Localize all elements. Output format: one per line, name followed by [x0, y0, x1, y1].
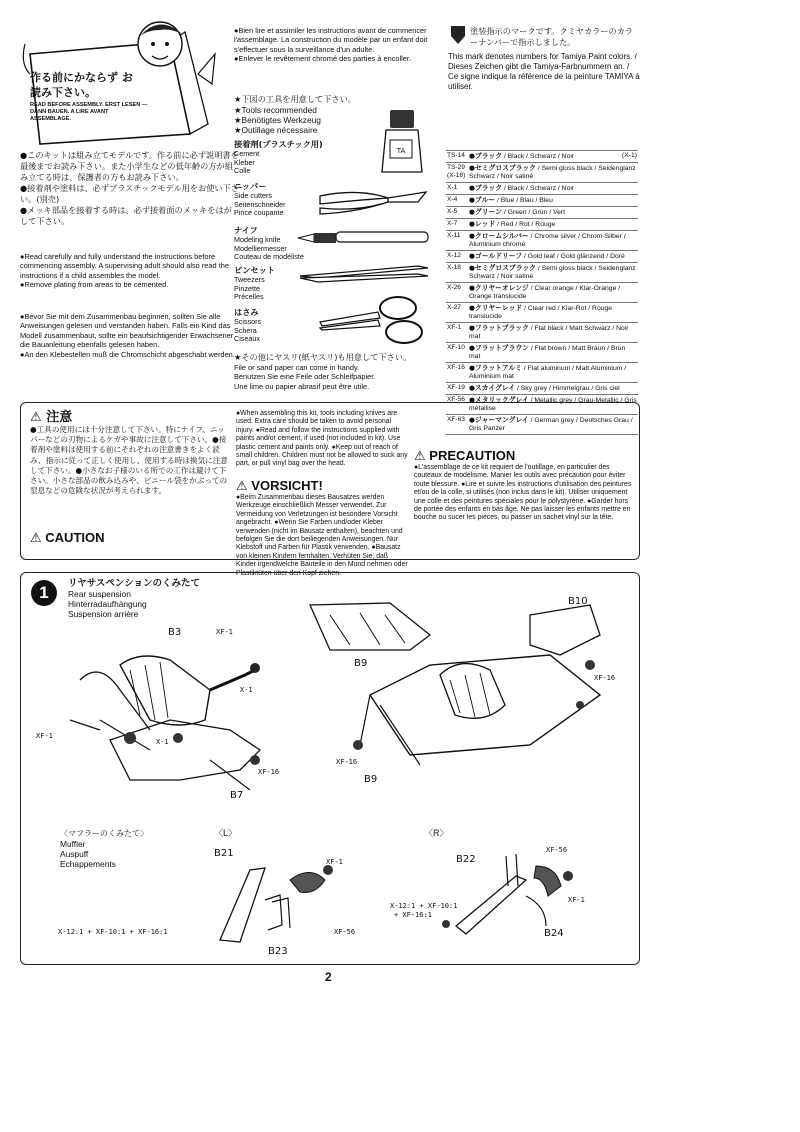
tool-knife-l2: Modelliermesser — [234, 243, 287, 253]
vorsicht-head-text: VORSICHT! — [251, 478, 323, 493]
warning-jp-col — [30, 406, 230, 496]
paint-jp-name: ●フラットアルミ — [469, 364, 522, 372]
paint-jp-line: 塗装指示のマークです。クミヤカラーのカラーナンバーで指示しました。 — [470, 26, 634, 47]
label-xf1-d: XF-1 — [568, 896, 585, 904]
paint-name — [468, 151, 638, 163]
label-xf1-c: XF-1 — [326, 858, 343, 866]
tool-tweezers-l3: Précelles — [234, 292, 264, 302]
step-number: 1 — [31, 580, 57, 606]
tools-jp-heading: ★下図の工具を用意して下さい。 — [234, 94, 356, 104]
paint-code: X-4 — [446, 195, 468, 207]
intro-de-p2: ●An den Klebestellen muß die Chromschicht abgeschabt werden. — [20, 349, 235, 359]
paint-code: X-12 — [446, 251, 468, 263]
paint-row — [446, 343, 638, 363]
tool-scissors-l3: Ciseaux — [234, 334, 260, 344]
paint-code: X-27 — [446, 303, 468, 323]
paint-mark-icon — [448, 24, 468, 46]
paint-name — [468, 323, 638, 343]
paint-row — [446, 183, 638, 195]
paint-jp-name: ●グリーン — [469, 208, 502, 216]
tool-cutters-l2: Seitenschneider — [234, 199, 286, 209]
intro-jp-p2: ●接着剤や塗料は、必ずプラスチックモデル用をお使い下さい。(別売) — [20, 183, 239, 204]
paint-jp-name: ●ブルー — [469, 196, 496, 204]
label-b23: B23 — [268, 946, 288, 957]
muffler-en-title: Muffler — [60, 839, 86, 849]
vorsicht-text: ●Beim Zusammenbau dieses Bausatzes werden Werkzeuge einschließlich Messer verwendet. Zur Vermeidung von Verletzungen ist besondere Vorsicht angebracht. ●Wenn Sie Farben und/oder Kleber verwenden (nicht im Bausatz enthalten), beachten und befolgen Sie die dort beiliegenden Anweisungen. Nur Klebstoff und Farben für Plastik verwenden. ●Bausatz von kleinen Kindern fernhalten. Verhüten Sie, daß Kinder irgendwelche Bauteile in den Mund nehmen oder Plastiktüten über den Kopf ziehen. — [236, 494, 408, 577]
label-xf1-a: XF-1 — [216, 628, 233, 636]
paint-name — [468, 343, 638, 363]
precaution-triangle-icon: ⚠ — [414, 448, 426, 463]
tool-cutters-l3: Pince coupante — [234, 208, 284, 218]
label-mix-left: X-12:1 + XF-10:1 + XF-16:1 — [58, 928, 168, 936]
paint-name — [468, 363, 638, 383]
paint-jp-name: ●クロームシルバー — [469, 232, 529, 240]
label-xf16-a: XF-16 — [258, 768, 280, 776]
label-b9-a: B9 — [354, 658, 368, 669]
tool-cement-jp: 接着剤(プラスチック用) — [234, 139, 323, 149]
label-x1-a: X-1 — [240, 686, 253, 694]
precaution-head-text: PRECAUTION — [429, 448, 516, 463]
tools-en-heading: ★Tools recommended — [234, 105, 317, 115]
paint-jp-name: ●フラットブラウン — [469, 344, 529, 352]
paint-row — [446, 283, 638, 303]
paint-code: TS-29 (X-18) — [446, 163, 468, 183]
label-mix-right-2: + XF-16:1 — [394, 911, 432, 919]
muffler-de-title: Auspuff — [60, 849, 89, 859]
tool-cement — [234, 139, 334, 176]
vorsicht-head — [236, 478, 408, 494]
paint-multilang-name: / Metallic grey / Grau-Metallic / Gris métallise — [469, 397, 637, 412]
paint-multilang-name: / Chrome silver / Chrom-Silber / Aluminium chromé — [469, 233, 626, 248]
vorsicht-section — [236, 478, 408, 578]
tools-de-heading: ★Benötigtes Werkzeug — [234, 115, 321, 125]
tool-tweezers-jp: ピンセット — [234, 265, 275, 275]
paint-code: X-7 — [446, 219, 468, 231]
paint-multilang-name: / Semi gloss black / Seidenglanz Schwarz / Noir satiné — [469, 165, 636, 180]
tool-scissors-l2: Schera — [234, 325, 257, 335]
intro-fr-block — [234, 26, 430, 64]
precaution-section — [414, 410, 632, 523]
label-xf56-a: XF-56 — [334, 928, 356, 936]
paint-code: X-18 — [446, 263, 468, 283]
precaution-head — [414, 448, 632, 464]
paint-row — [446, 195, 638, 207]
paint-name — [468, 383, 638, 395]
muffler-jp-title: 〈マフラーのくみたて〉 — [60, 829, 148, 838]
modeling-knife-icon — [296, 226, 431, 248]
paint-row — [446, 303, 638, 323]
paint-jp-name: ●ゴールドリーフ — [469, 252, 523, 260]
intro-jp-p3: ●メッキ部品を接着する時は、必ず接着面のメッキをはがして下さい。 — [20, 205, 232, 226]
tools-fr-heading: ★Outillage nécessaire — [234, 125, 318, 135]
left-mark-text: L — [223, 828, 229, 838]
step1-en-title: Rear suspension — [68, 589, 131, 599]
caution-triangle-icon: ⚠ — [30, 530, 42, 545]
paint-multilang-name: / German grey / Deutsches Grau / Gris Panzer — [469, 417, 633, 432]
paint-jp-name: ●ブラック — [469, 152, 502, 160]
tool-tweezers-l1: Tweezers — [234, 275, 265, 284]
paint-multilang-name: / Gold leaf / Gold glänzend / Doré — [523, 253, 625, 260]
tool-knife-jp: ナイフ — [234, 225, 258, 235]
paint-jp-name: ●メタリックグレイ — [469, 396, 529, 404]
muffler-title — [60, 828, 200, 869]
paint-code: XF-19 — [446, 383, 468, 395]
step1-jp-title: リヤサスペンションのくみたて — [68, 578, 201, 589]
paint-code: XF-16 — [446, 363, 468, 383]
paint-name — [468, 303, 638, 323]
step1-de-title: Hinterradaufhängung — [68, 599, 147, 609]
scissors-icon — [318, 292, 430, 346]
intro-fr-p2: ●Enlever le revêtement chromé des parties à encoller. — [234, 54, 411, 64]
paint-multilang-name: / Semi gloss black / Seidenglanz Schwarz / Noir satiné — [469, 265, 636, 280]
paint-name — [468, 207, 638, 219]
label-mix-right-1: X-12:1 + XF-10:1 — [390, 902, 458, 910]
paint-code: TS-14 — [446, 151, 468, 163]
paint-jp-name: ●セミグロスブラック — [469, 264, 536, 272]
paint-row — [446, 231, 638, 251]
tool-knife-l3: Couteau de modéliste — [234, 252, 304, 262]
tool-cement-l1: Cement — [234, 149, 260, 158]
label-xf16-c: XF-16 — [336, 758, 358, 766]
paint-name — [468, 283, 638, 303]
intro-en-block — [20, 252, 240, 290]
paint-name — [468, 163, 638, 183]
paint-jp-name: ●スカイグレイ — [469, 384, 516, 392]
paint-name — [468, 219, 638, 231]
intro-jp-title: 作る前にかならず お読み下さい。 — [30, 71, 133, 99]
muffler-fr-title: Echappements — [60, 859, 116, 869]
paint-row — [446, 263, 638, 283]
paint-row — [446, 363, 638, 383]
paint-code: X-11 — [446, 231, 468, 251]
paint-multilang-name: / Green / Grün / Vert — [503, 209, 566, 216]
paint-multilang-name: / Black / Schwarz / Noir — [503, 185, 575, 192]
intro-en-p2: ●Remove plating from areas to be cemented. — [20, 280, 169, 290]
label-x1-b: X-1 — [156, 738, 169, 746]
tools-other-l1: File or sand paper can come in handy. — [234, 363, 360, 372]
intro-de-block — [20, 312, 240, 359]
paint-multilang-name: / Black / Schwarz / Noir — [503, 153, 575, 160]
warning-jp-head — [30, 406, 230, 425]
tool-tweezers-l2: Pinzette — [234, 283, 260, 293]
paint-row — [446, 383, 638, 395]
paint-multilang-name: / Blue / Blau / Bleu — [496, 197, 553, 204]
tool-cutters-jp: ニッパー — [234, 181, 267, 191]
label-b24: B24 — [544, 928, 564, 939]
paint-multilang-name: / Flat black / Matt Schwarz / Noir mat — [469, 325, 629, 340]
tools-other-l2: Benutzen Sie eine Feile oder Schleifpapier. — [234, 372, 376, 382]
tool-cutters-l1: Side cutters — [234, 191, 272, 200]
left-mark: 〈L〉 — [214, 828, 238, 838]
paint-multilang-name: / Sky grey / Himmelgrau / Gris ciel — [516, 385, 620, 392]
label-xf56-b: XF-56 — [546, 846, 568, 854]
label-b3: B3 — [168, 627, 182, 638]
paint-extra: (X-1) — [621, 152, 637, 159]
tool-cement-l3: Colle — [234, 166, 251, 176]
paint-row — [446, 219, 638, 231]
svg-text:TA: TA — [396, 147, 406, 155]
caution-text: ●When assembling this kit, tools including knives are used. Extra care should be taken to avoid personal injury. ●Read and follow the instructions supplied with paints and/or cement, if used (not included in kit). Use plastic cement and paints only. ●Keep out of reach of small children. Children must not be allowed to suck any part, or pull vinyl bag over the head. — [236, 410, 408, 468]
label-b7: B7 — [230, 790, 244, 801]
right-mark-text: R — [433, 828, 440, 838]
paint-multilang-name: / Flat brown / Matt Braun / Brun mat — [469, 345, 626, 360]
tweezers-icon — [298, 262, 430, 284]
paint-row — [446, 163, 638, 183]
label-xf1-b: XF-1 — [36, 732, 53, 740]
vorsicht-triangle-icon: ⚠ — [236, 478, 248, 493]
warning-triangle-icon: ⚠ — [30, 410, 42, 425]
intro-jp-p1: ●このキットは組み立てモデルです。作る前に必ず説明書を最後までお読み下さい。また小学生などの低年齢の方が組み立てる時は、保護者の方もお読み下さい。 — [20, 150, 239, 182]
step1-fr-title: Suspension arrière — [68, 609, 139, 619]
page-number: 2 — [325, 970, 332, 984]
label-b10: B10 — [568, 596, 588, 607]
caution-head-text: CAUTION — [45, 530, 105, 545]
label-b21: B21 — [214, 848, 234, 859]
tool-scissors-jp: はさみ — [234, 307, 259, 317]
label-b22: B22 — [456, 854, 476, 865]
paint-jp-name: ●ジャーマングレイ — [469, 416, 529, 424]
paint-name — [468, 195, 638, 207]
paint-name — [468, 251, 638, 263]
paint-multilang-name: / Red / Rot / Rouge — [497, 221, 556, 228]
paint-code: XF-10 — [446, 343, 468, 363]
tools-heading — [234, 94, 394, 135]
intro-jp-block — [20, 150, 240, 227]
paint-row — [446, 323, 638, 343]
paint-jp-name: ●レッド — [469, 220, 496, 228]
paint-jp-name: ●フラットブラック — [469, 324, 529, 332]
paint-row — [446, 151, 638, 163]
label-xf16-b: XF-16 — [594, 674, 616, 682]
side-cutters-icon — [318, 182, 430, 218]
read-before-assembly: READ BEFORE ASSEMBLY. ERST LESEN — DANN BAUEN. A LIRE AVANT ASSEMBLAGE. — [30, 102, 148, 122]
paint-name — [468, 231, 638, 251]
tool-knife-l1: Modeling knife — [234, 235, 281, 244]
paint-code: X-5 — [446, 207, 468, 219]
chassis-diagram — [290, 595, 630, 785]
precaution-text: ●L'assemblage de ce kit requiert de l'outillage, en particulier des couteaux de modélisme. Manier les outils avec précaution pour éviter toute blessure. ●Lire et suivre les instructions d'utilisation des peintures et/ou de la colle, si utilisés (non inclus dans le kit). Utiliser uniquement une colle et des peintures spéciales pour le polystyrène. ●Garder hors de portée des enfants en bas âge. Ne pas laisser les enfants mettre en bouche ou sucer les pièces, ou passer un sachet vinyl sur la tête. — [414, 464, 632, 522]
intro-en-p1: ●Read carefully and fully understand the instructions before commencing assembly. A supervising adult should also read the instructions if a child assembles the model. — [20, 252, 229, 280]
intro-fr-p1: ●Bien lire et assimiler les instructions avant de commencer l'assemblage. La construction du modèle par un enfant doit s'effectuer sous la surveillance d'un adulte. — [234, 26, 428, 54]
paint-code: X-1 — [446, 183, 468, 195]
paint-name — [468, 263, 638, 283]
paint-table — [446, 150, 638, 435]
warning-jp-text: ●工具の使用には十分注意して下さい。特にナイフ、ニッパーなどの刃物によるケガや事故に注意して下さい。●接着剤や塗料は使用する前にそれぞれの注意書きをよく読み、指示に従って正しく使用し、使用する時は換気に注意して下さい。●小さなお子様のいる所での工作は避けて下さい。小さな部品の飲み込みや、ビニール袋をかぶっての窒息などの危険な状況が考えられます。 — [30, 425, 228, 496]
paint-jp-name: ●セミグロスブラック — [469, 164, 536, 172]
tool-cement-l2: Kleber — [234, 157, 255, 167]
intro-de-p1: ●Bevor Sie mit dem Zusammenbau beginnen, sollten Sie alle Anweisungen gelesen und verstanden haben. Falls ein Kind das Modell zusammenbaut, sollte ein beaufsichtigender Erwachsener die Bauanleitung ebenfalls gelesen haben. — [20, 312, 234, 350]
tools-other-jp: ★その他にヤスリ(紙ヤスリ)も用意して下さい。 — [234, 352, 412, 362]
paint-code: XF-1 — [446, 323, 468, 343]
paint-jp-name: ●クリヤーレッド — [469, 304, 523, 312]
paint-multilang-name: / Clear orange / Klar-Orange / Orange translucide — [469, 285, 621, 300]
cement-bottle-icon — [378, 108, 428, 176]
step1-title — [68, 578, 268, 619]
paint-code: X-26 — [446, 283, 468, 303]
paint-code: XF-56 — [446, 395, 468, 415]
paint-multilang-name: / Clear red / Klar-Rot / Rouge translucide — [469, 305, 613, 320]
paint-code: XF-63 — [446, 415, 468, 435]
label-b9-b: B9 — [364, 774, 378, 785]
paint-name — [468, 183, 638, 195]
tools-other-l3: Une lime ou papier abrasif peut être utile. — [234, 381, 370, 391]
paint-jp-name: ●ブラック — [469, 184, 502, 192]
paint-en-line: This mark denotes numbers for Tamiya Paint colors. / Dieses Zeichen gibt die Tamiya-Farbnummern an. / Ce signe indique la référence de la peinture TAMIYA à utiliser. — [448, 52, 640, 91]
paint-multilang-name: / Flat aluminum / Matt Aluminium / Aluminium mat — [469, 365, 627, 380]
paint-row — [446, 251, 638, 263]
right-mark: 〈R〉 — [424, 828, 449, 838]
tool-scissors-l1: Scissors — [234, 317, 262, 326]
paint-row — [446, 207, 638, 219]
tools-other — [234, 352, 434, 391]
warning-jp-head-text: 注意 — [46, 410, 73, 425]
paint-jp-name: ●クリヤーオレンジ — [469, 284, 529, 292]
